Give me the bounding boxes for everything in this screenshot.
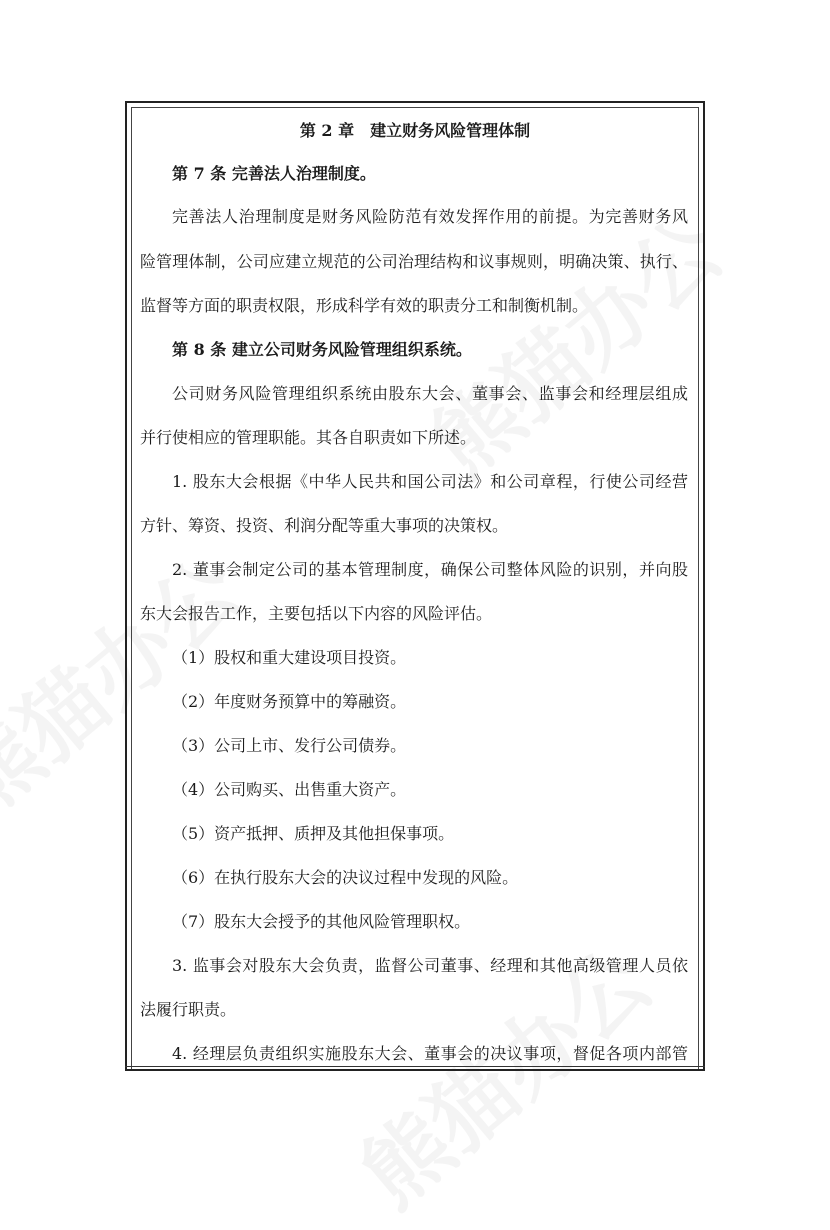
sub-item: （2）年度财务预算中的筹融资。 (172, 692, 407, 711)
article-8-intro-line: 公司财务风险管理组织系统由股东大会、董事会、监事会和经理层组成 (172, 384, 688, 403)
article-7-text-line: 完善法人治理制度是财务风险防范有效发挥作用的前提。为完善财务风 (172, 207, 688, 226)
sub-item: （3）公司上市、发行公司债券。 (172, 736, 407, 755)
article-8-heading: 第 8 条 建立公司财务风险管理组织系统。 (172, 340, 472, 359)
frame-bottom-rule (125, 1066, 705, 1067)
article-8-item-3-line: 3. 监事会对股东大会负责，监督公司董事、经理和其他高级管理人员依 (172, 956, 688, 975)
article-8-item-4-line: 4. 经理层负责组织实施股东大会、董事会的决议事项，督促各项内部管 (172, 1044, 688, 1063)
article-8-item-2-line: 2. 董事会制定公司的基本管理制度，确保公司整体风险的识别，并向股 (172, 560, 688, 579)
sub-item: （6）在执行股东大会的决议过程中发现的风险。 (172, 868, 519, 887)
chapter-title: 第 2 章 建立财务风险管理体制 (299, 121, 531, 140)
sub-item: （1）股权和重大建设项目投资。 (172, 648, 407, 667)
article-8-item-1-line: 1. 股东大会根据《中华人民共和国公司法》和公司章程，行使公司经营 (172, 472, 688, 491)
article-7-text-line: 监督等方面的职责权限，形成科学有效的职责分工和制衡机制。 (140, 296, 589, 315)
sub-item: （4）公司购买、出售重大资产。 (172, 780, 407, 799)
sub-item: （5）资产抵押、质押及其他担保事项。 (172, 824, 455, 843)
article-7-heading: 第 7 条 完善法人治理制度。 (172, 164, 376, 183)
sub-item: （7）股东大会授予的其他风险管理职权。 (172, 912, 471, 931)
article-8-intro-line: 并行使相应的管理职能。其各自职责如下所述。 (140, 428, 477, 447)
article-8-item-2-line: 东大会报告工作，主要包括以下内容的风险评估。 (140, 604, 493, 623)
article-8-item-3-line: 法履行职责。 (140, 1000, 237, 1019)
frame-bottom-rule (125, 1069, 705, 1071)
article-7-text-line: 险管理体制，公司应建立规范的公司治理结构和议事规则，明确决策、执行、 (140, 252, 688, 271)
article-8-item-1-line: 方针、筹资、投资、利润分配等重大事项的决策权。 (140, 516, 509, 535)
